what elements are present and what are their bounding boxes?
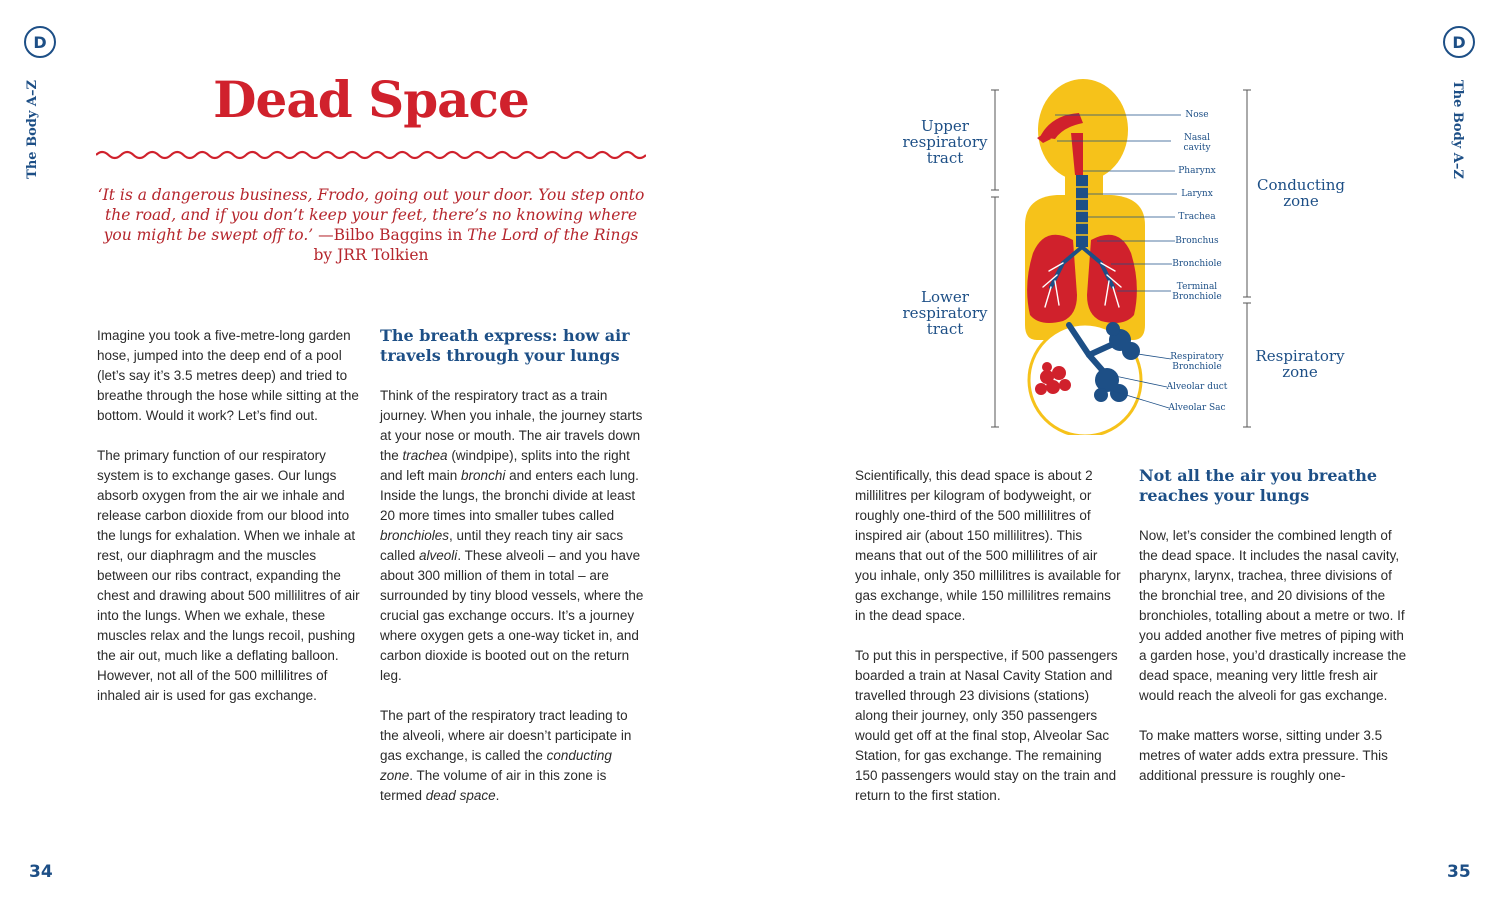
part-label-nasal-cavity: Nasal cavity	[1183, 133, 1211, 153]
quote-attribution-work: The Lord of the Rings	[467, 226, 639, 244]
page-number-left: 34	[29, 862, 53, 882]
letter-badge-left: D	[24, 26, 56, 58]
col2-paragraph-1: Think of the respiratory tract as a train journey. When you inhale, the journey starts at your nose or mouth. The air travels down the trachea (windpipe), splits into the right and left main bronchi and enters each lung. Inside the lungs, the bronchi divide at least 20 more times into smaller tubes called bronchioles, until they reach tiny air sacs called alveoli. These alveoli – and you have about 300 million of them in total – are surrounded by tiny blood vessels, where the crucial gas exchange occurs. It’s a journey where oxygen gets a one-way ticket in, and carbon dioxide is booted out on the return leg.	[380, 388, 644, 683]
col1-paragraph-1: Imagine you took a five-metre-long garden hose, jumped into the deep end of a pool (let’s say it’s 3.5 metres deep) and tried to breathe through the hose while sitting at the bottom. Would it work? Let’s find out.	[97, 328, 359, 423]
col2-heading: The breath express: how air travels through your lungs	[380, 326, 630, 365]
running-head-right: The Body A–Z	[1450, 80, 1465, 179]
part-label-respiratory-bronchiole: Respiratory Bronchiole	[1170, 352, 1224, 372]
col4-paragraph-1: Now, let’s consider the combined length of the dead space. It includes the nasal cavity, pharynx, larynx, trachea, three divisions of the bronchial tree, and 20 divisions of the bronchioles, totalling about a metre or two. If you added another five metres of piping with a garden hose, you’d drastically increase the dead space, meaning very little fresh air would reach the alveoli for gas exchange.	[1139, 528, 1407, 703]
col3-paragraph-1: Scientifically, this dead space is about 2 millilitres per kilogram of bodyweight, or roughly one-third of the 500 millilitres of inspired air (about 150 millilitres). This means that out of the 500 millilitres of air you inhale, only 350 millilitres is available for gas exchange, while 150 millilitres remains in the dead space.	[855, 468, 1121, 623]
page-number-right: 35	[1447, 862, 1471, 882]
part-label-alveolar-duct: Alveolar duct	[1166, 382, 1228, 392]
column-1	[97, 326, 363, 726]
letter-badge-right: D	[1443, 26, 1475, 58]
page-title: Dead Space	[213, 70, 529, 129]
quote-attribution-prefix: —Bilbo Baggins in	[313, 226, 468, 244]
column-2	[380, 326, 648, 826]
col1-paragraph-2: The primary function of our respiratory system is to exchange gases. Our lungs absorb oxygen from the air we inhale and release carbon dioxide from our blood into the lungs for exhalation. When we inhale at rest, our diaphragm and the muscles between our ribs contract, expanding the chest and drawing about 500 millilitres of air into the lungs. When we exhale, these muscles relax and the lungs recoil, pushing the air out, much like a deflating balloon. However, not all of the 500 millilitres of inhaled air is used for gas exchange.	[97, 448, 360, 703]
quote-text: ‘It is a dangerous business, Frodo, going out your door. You step onto the road, and if you don’t keep your feet, there’s no knowing where you might be swept off to.’	[97, 186, 645, 244]
part-label-larynx: Larynx	[1181, 189, 1213, 199]
label-conducting-zone: Conducting zone	[1257, 176, 1345, 210]
part-label-alveolar-sac: Alveolar Sac	[1168, 403, 1226, 413]
col4-heading: Not all the air you breathe reaches your lungs	[1139, 466, 1378, 505]
col3-paragraph-2: To put this in perspective, if 500 passengers boarded a train at Nasal Cavity Station and travelled through 23 divisions (stations) along their journey, only 350 passengers would get off at the final stop, Alveolar Sac Station, for gas exchange. The remaining 150 passengers would stay on the train and return to the first station.	[855, 648, 1118, 803]
part-label-pharynx: Pharynx	[1178, 166, 1216, 176]
col4-paragraph-2: To make matters worse, sitting under 3.5 metres of water adds extra pressure. This additional pressure is roughly one-	[1139, 728, 1388, 783]
part-label-bronchiole: Bronchiole	[1172, 259, 1222, 269]
column-3	[855, 466, 1121, 826]
part-label-bronchus: Bronchus	[1175, 236, 1219, 246]
respiratory-diagram	[985, 75, 1260, 435]
part-label-terminal-bronchiole: Terminal Bronchiole	[1172, 282, 1222, 302]
wavy-divider	[96, 148, 646, 162]
label-lower-respiratory-tract: Lower respiratory tract	[902, 288, 988, 338]
part-label-nose: Nose	[1185, 110, 1209, 120]
label-upper-respiratory-tract: Upper respiratory tract	[902, 117, 988, 167]
part-label-trachea: Trachea	[1178, 212, 1216, 222]
epigraph-quote	[96, 185, 646, 265]
column-4	[1139, 466, 1407, 806]
quote-attribution-suffix: by JRR Tolkien	[313, 246, 429, 264]
col2-paragraph-2: The part of the respiratory tract leading to the alveoli, where air doesn’t participate in gas exchange, is called the conducting zone. The volume of air in this zone is termed dead space.	[380, 708, 632, 803]
running-head-left: The Body A–Z	[25, 80, 40, 179]
label-respiratory-zone: Respiratory zone	[1255, 347, 1345, 381]
